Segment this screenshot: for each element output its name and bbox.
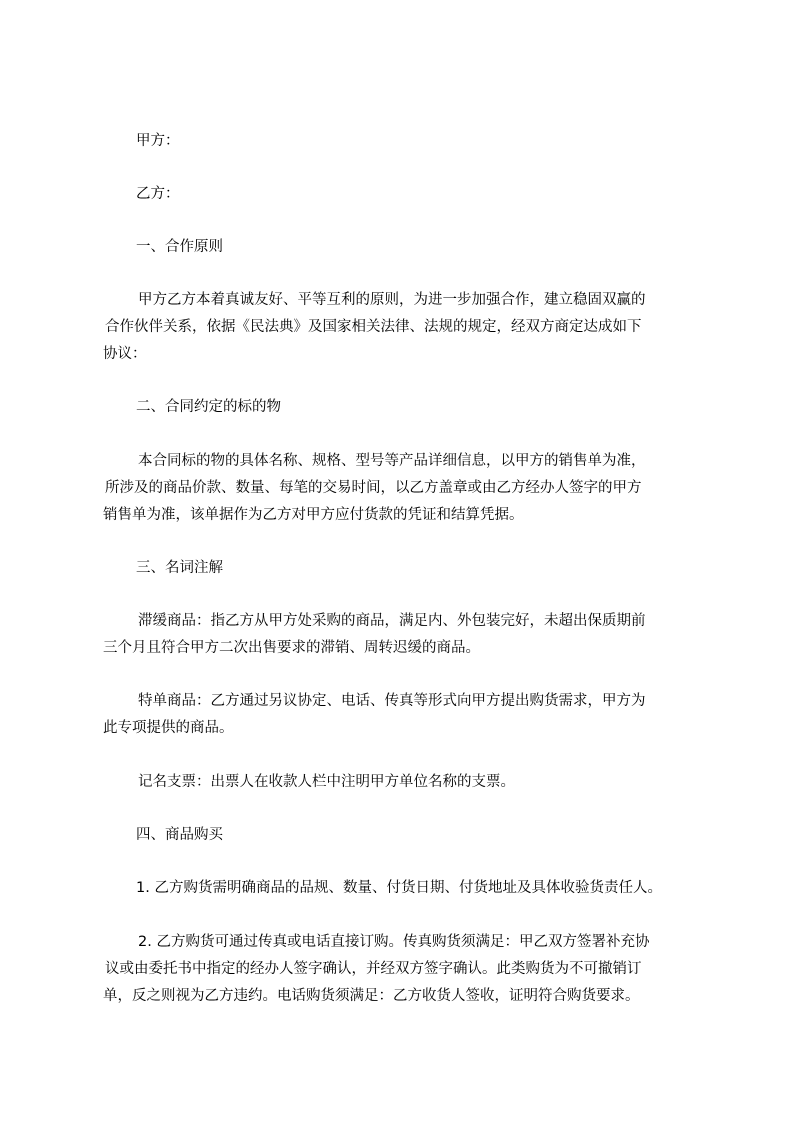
paragraph-line: 1. 乙方购货需明确商品的品规、数量、付货日期、付货地址及具体收验货责任人。: [136, 880, 662, 896]
section-2-heading: 二、合同约定的标的物: [136, 399, 281, 415]
paragraph-line: 滞缓商品：指乙方从甲方处采购的商品，满足内、外包装完好，未超出保质期前: [138, 613, 646, 629]
paragraph-line: 甲方乙方本着真诚友好、平等互利的原则，为进一步加强合作，建立稳固双赢的: [138, 292, 646, 308]
paragraph-line: 特单商品：乙方通过另议协定、电话、传真等形式向甲方提出购货需求，甲方为: [138, 693, 646, 709]
paragraph-line: 2. 乙方购货可通过传真或电话直接订购。传真购货须满足：甲乙双方签署补充协: [138, 934, 650, 950]
paragraph-line: 议或由委托书中指定的经办人签字确认，并经双方签字确认。此类购货为不可撤销订: [105, 961, 642, 977]
paragraph-line: 合作伙伴关系，依据《民法典》及国家相关法律、法规的规定，经双方商定达成如下: [105, 319, 642, 335]
section-4-heading: 四、商品购买: [136, 827, 223, 843]
paragraph-line: 三个月且符合甲方二次出售要求的滞销、周转迟缓的商品。: [103, 640, 480, 656]
section-3-heading: 三、名词注解: [136, 560, 223, 576]
paragraph-line: 单，反之则视为乙方违约。电话购货须满足：乙方收货人签收，证明符合购货要求。: [103, 988, 640, 1004]
paragraph-line: 本合同标的物的具体名称、规格、型号等产品详细信息，以甲方的销售单为准，: [138, 453, 646, 469]
paragraph-line: 所涉及的商品价款、数量、每笔的交易时间，以乙方盖章或由乙方经办人签字的甲方: [105, 480, 642, 496]
paragraph-line: 协议：: [103, 346, 147, 362]
section-1-heading: 一、合作原则: [136, 239, 223, 255]
paragraph-line: 记名支票：出票人在收款人栏中注明甲方单位名称的支票。: [138, 774, 515, 790]
party-a-label: 甲方：: [136, 133, 180, 149]
paragraph-line: 销售单为准，该单据作为乙方对甲方应付货款的凭证和结算凭据。: [103, 507, 524, 523]
paragraph-line: 此专项提供的商品。: [103, 720, 234, 736]
party-b-label: 乙方：: [136, 186, 180, 202]
